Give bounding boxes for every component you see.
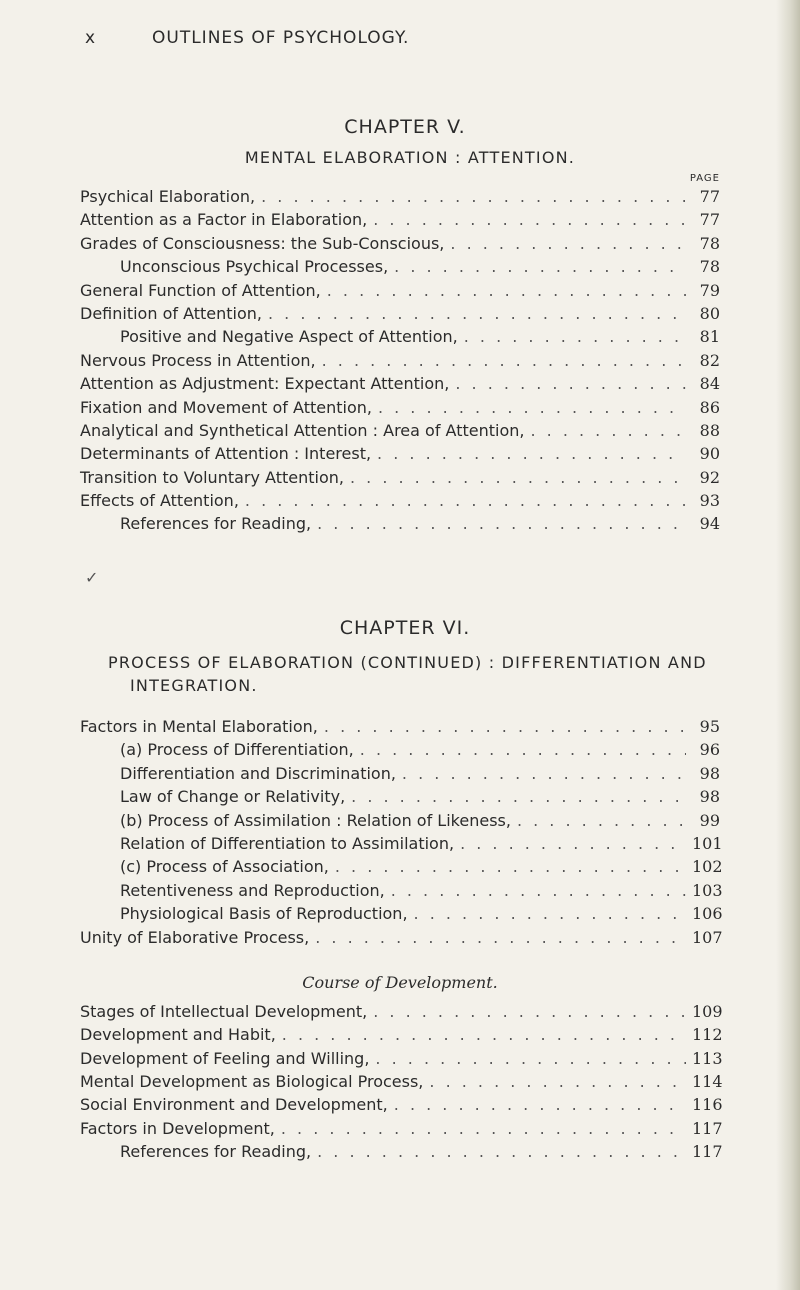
toc-entry-title: Attention as a Factor in Elaboration, xyxy=(80,210,368,230)
section-title: Course of Development. xyxy=(302,972,498,992)
toc-entry-page: 96 xyxy=(699,740,720,760)
toc-entry xyxy=(80,764,720,787)
toc-entry-title: Psychical Elaboration, xyxy=(80,187,256,206)
toc-entry-page: 117 xyxy=(692,1118,723,1138)
toc-entry-title: Fixation and Movement of Attention, xyxy=(80,397,372,417)
toc-entry-page: 107 xyxy=(692,927,723,947)
toc-entry-title: Mental Development as Biological Process, xyxy=(80,1072,424,1092)
chapter-6-block xyxy=(80,617,723,1166)
toc-entry-title: References for Reading, xyxy=(120,514,312,534)
toc-entry-page: 102 xyxy=(692,857,723,877)
toc-entry xyxy=(80,444,720,467)
toc-entry xyxy=(80,1095,723,1118)
toc-entry-title: (b) Process of Assimilation : Relation of Likeness, xyxy=(120,810,511,830)
dot-leader xyxy=(268,304,686,323)
toc-entry-title: General Function of Attention, xyxy=(80,280,321,300)
dot-leader xyxy=(517,811,686,830)
toc-entry-title: Social Environment and Development, xyxy=(80,1095,388,1115)
toc-entry xyxy=(80,187,720,210)
toc-entry-page: 81 xyxy=(699,327,720,347)
toc-entry-page: 117 xyxy=(692,1142,723,1162)
dot-leader xyxy=(351,787,686,806)
chapter-6-title: CHAPTER VI. xyxy=(339,617,471,639)
toc-entry-page: 98 xyxy=(699,787,720,807)
toc-entry xyxy=(80,1048,723,1072)
toc-entry xyxy=(80,351,720,374)
page-folio: x xyxy=(85,28,96,48)
toc-entry-page: 90 xyxy=(699,444,720,464)
toc-entry xyxy=(80,1072,723,1095)
toc-entry-page: 88 xyxy=(699,420,720,440)
chapter-5-subtitle: MENTAL ELABORATION : ATTENTION. xyxy=(244,148,576,167)
toc-entry-title: Stages of Intellectual Development, xyxy=(80,1001,368,1021)
dot-leader xyxy=(350,468,686,487)
toc-entry xyxy=(80,857,723,880)
dot-leader xyxy=(460,834,686,853)
toc-entry-page: 98 xyxy=(699,763,720,783)
toc-entry xyxy=(80,1118,723,1142)
toc-entry-title: Development of Feeling and Willing, xyxy=(80,1048,370,1068)
toc-entry xyxy=(80,880,723,904)
page-header xyxy=(0,28,800,58)
toc-entry-title: Positive and Negative Aspect of Attention, xyxy=(120,327,458,347)
toc-entry xyxy=(80,304,720,327)
toc-entry-page: 80 xyxy=(699,303,720,323)
toc-entry-page: 93 xyxy=(699,491,720,511)
toc-entry-page: 82 xyxy=(699,350,720,370)
toc-entry xyxy=(80,421,720,444)
toc-entry-page: 78 xyxy=(699,257,720,277)
dot-leader xyxy=(373,210,686,229)
dot-leader xyxy=(327,281,686,300)
dot-leader xyxy=(378,398,686,417)
toc-entry xyxy=(80,234,720,257)
chapter-6-subtitle-line1: PROCESS OF ELABORATION (CONTINUED) : DIFFERENTIATION AND xyxy=(108,653,707,672)
toc-entry-title: Nervous Process in Attention, xyxy=(80,350,316,370)
toc-entry-title: Law of Change or Relativity, xyxy=(120,787,346,807)
toc-entry-page: 113 xyxy=(692,1048,723,1068)
toc-entry xyxy=(80,787,720,810)
toc-entry-title: Unity of Elaborative Process, xyxy=(80,927,310,947)
dot-leader xyxy=(324,717,686,736)
toc-entry xyxy=(80,514,720,537)
dot-leader xyxy=(322,351,686,370)
page-column-label: PAGE xyxy=(689,173,720,184)
toc-entry-title: Development and Habit, xyxy=(80,1025,276,1045)
toc-entry-title: Unconscious Psychical Processes, xyxy=(120,257,389,277)
toc-entry xyxy=(80,833,723,857)
toc-entry-page: 103 xyxy=(692,880,723,900)
dot-leader xyxy=(261,187,686,206)
dot-leader xyxy=(394,257,686,276)
dot-leader xyxy=(317,1142,686,1161)
dot-leader xyxy=(315,928,686,947)
toc-entry-page: 101 xyxy=(692,833,723,853)
toc-entry-title: Determinants of Attention : Interest, xyxy=(80,444,372,464)
dot-leader xyxy=(414,904,686,923)
toc-entry xyxy=(80,398,720,421)
toc-entry xyxy=(80,927,723,951)
toc-entry xyxy=(80,904,723,927)
toc-entry-page: 84 xyxy=(699,374,720,394)
toc-entry-title: Relation of Differentiation to Assimilation, xyxy=(120,833,455,853)
toc-entry-page: 86 xyxy=(699,397,720,417)
toc-entry xyxy=(80,1025,723,1048)
toc-entry-title: Analytical and Synthetical Attention : Area of Attention, xyxy=(80,420,525,440)
toc-entry-page: 94 xyxy=(699,514,720,534)
toc-entry-title: (c) Process of Association, xyxy=(120,857,329,877)
dot-leader xyxy=(464,327,686,346)
toc-entry-page: 116 xyxy=(692,1095,723,1115)
toc-entry xyxy=(80,281,720,304)
dot-leader xyxy=(402,764,686,783)
toc-entry-title: Definition of Attention, xyxy=(80,303,262,323)
toc-entry-title: References for Reading, xyxy=(120,1142,312,1162)
running-title: OUTLINES OF PSYCHOLOGY. xyxy=(152,28,410,48)
chapter-5-title: CHAPTER V. xyxy=(344,116,466,138)
toc-entry xyxy=(80,210,720,233)
dot-leader xyxy=(317,514,686,533)
toc-entry-title: (a) Process of Differentiation, xyxy=(120,740,354,760)
dot-leader xyxy=(245,491,686,510)
toc-entry xyxy=(80,740,720,763)
toc-entry xyxy=(80,1001,723,1025)
dot-leader xyxy=(450,234,686,253)
toc-entry-title: Transition to Voluntary Attention, xyxy=(80,467,344,487)
toc-entry-title: Physiological Basis of Reproduction, xyxy=(120,904,408,924)
chapter-5-block xyxy=(80,116,720,538)
toc-entry-title: Effects of Attention, xyxy=(80,491,239,511)
toc-entry-page: 109 xyxy=(692,1001,723,1021)
toc-entry-page: 77 xyxy=(699,210,720,230)
dot-leader xyxy=(394,1095,686,1114)
dot-leader xyxy=(335,857,686,876)
dot-leader xyxy=(373,1002,686,1021)
dot-leader xyxy=(429,1072,686,1091)
toc-entry-page: 78 xyxy=(699,233,720,253)
toc-entry xyxy=(80,811,720,834)
margin-check-mark: ✓ xyxy=(85,568,99,587)
dot-leader xyxy=(377,444,686,463)
toc-entry-title: Retentiveness and Reproduction, xyxy=(120,880,385,900)
dot-leader xyxy=(360,740,686,759)
toc-entry-title: Differentiation and Discrimination, xyxy=(120,763,396,783)
toc-entry-title: Factors in Mental Elaboration, xyxy=(80,717,318,736)
toc-entry xyxy=(80,257,720,280)
toc-entry xyxy=(80,717,720,740)
chapter-5-entries xyxy=(80,187,720,538)
toc-entry-page: 79 xyxy=(699,280,720,300)
section-entries xyxy=(80,1001,723,1166)
dot-leader xyxy=(455,374,686,393)
dot-leader xyxy=(391,881,686,900)
toc-entry-page: 99 xyxy=(699,810,720,830)
chapter-6-entries xyxy=(80,717,723,951)
toc-entry-title: Factors in Development, xyxy=(80,1118,275,1138)
toc-entry-page: 106 xyxy=(692,904,723,924)
toc-entry-title: Grades of Consciousness: the Sub-Conscious, xyxy=(80,233,445,253)
toc-entry xyxy=(80,491,720,514)
dot-leader xyxy=(375,1049,686,1068)
toc-entry-page: 112 xyxy=(692,1025,723,1045)
toc-entry-page: 77 xyxy=(699,187,720,206)
dot-leader xyxy=(282,1025,686,1044)
toc-entry-page: 92 xyxy=(699,467,720,487)
toc-entry xyxy=(80,1142,723,1165)
toc-entry-page: 114 xyxy=(692,1072,723,1092)
toc-entry-page: 95 xyxy=(699,717,720,736)
dot-leader xyxy=(530,421,686,440)
chapter-6-subtitle-line2: INTEGRATION. xyxy=(130,676,258,695)
toc-entry xyxy=(80,374,720,397)
toc-entry xyxy=(80,327,720,350)
dot-leader xyxy=(281,1119,686,1138)
toc-entry xyxy=(80,468,720,491)
toc-entry-title: Attention as Adjustment: Expectant Attention, xyxy=(80,374,450,394)
page-edge-shadow xyxy=(776,0,800,1290)
